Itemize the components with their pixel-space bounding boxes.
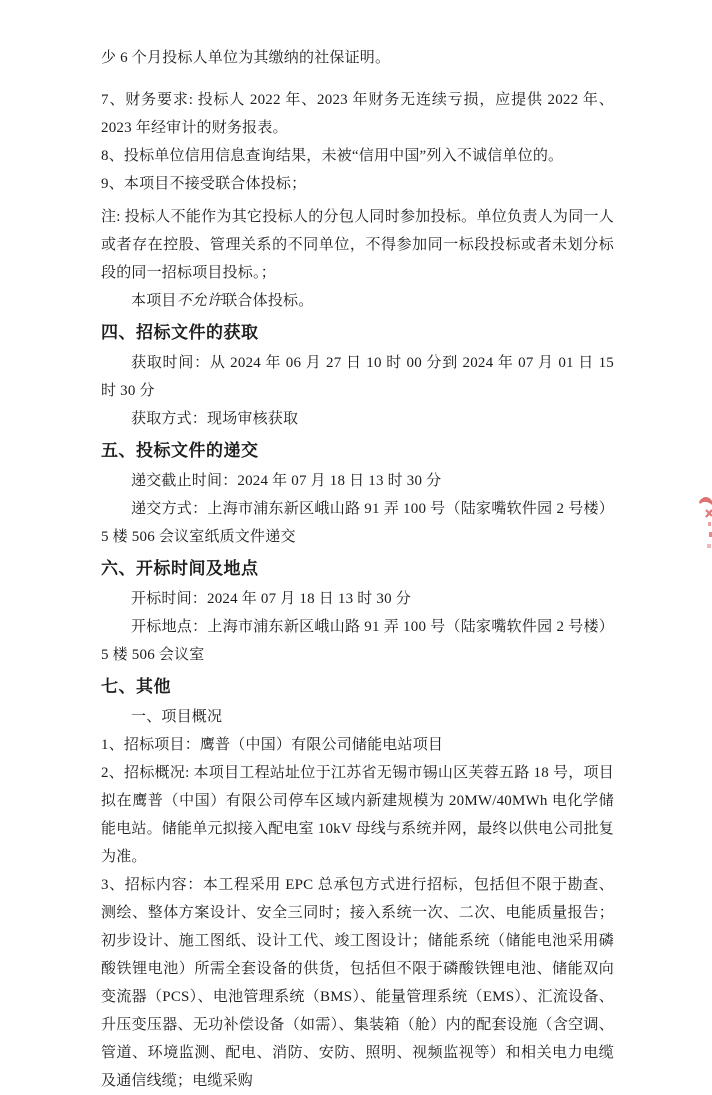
no-joint-prefix: 本项目 <box>131 293 177 309</box>
section4-heading: 四、招标文件的获取 <box>101 323 259 342</box>
paragraph-social-insurance-continuation: 少 6 个月投标人单位为其缴纳的社保证明。 <box>101 50 391 66</box>
section7-item2: 2、招标概况: 本项目工程站址位于江苏省无锡市锡山区芙蓉五路 18 号，项目拟在鹰普（中国）有限公司停车区域内新建规模为 20MW/40MWh 电化学储能电站。储能单元拟接入配电室 10kV 母线与系统并网，最终以供电公司批复为准。 <box>101 765 614 865</box>
paragraph-note: 注: 投标人不能作为其它投标人的分包人同时参加投标。单位负责人为同一人或者存在控股、管理关系的不同单位，不得参加同一标段投标或者未划分标段的同一招标项目投标。； <box>101 209 614 281</box>
paragraph-no-joint-emphasis <box>101 287 614 315</box>
section7-overview-title: 一、项目概况 <box>131 709 223 725</box>
section6-open-time: 开标时间：2024 年 07 月 18 日 13 时 30 分 <box>131 591 411 607</box>
red-seal-mark-icon <box>697 492 712 554</box>
no-joint-emphasis: 不允许 <box>176 293 223 309</box>
paragraph-no-joint-bid: 9、本项目不接受联合体投标； <box>101 176 307 192</box>
section5-method: 递交方式：上海市浦东新区峨山路 91 弄 100 号（陆家嘴软件园 2 号楼）5 楼 506 会议室纸质文件递交 <box>101 501 614 545</box>
section6-heading: 六、开标时间及地点 <box>101 559 259 578</box>
no-joint-suffix: 联合体投标。 <box>222 293 314 309</box>
section7-heading: 七、其他 <box>101 677 171 696</box>
document-body <box>101 44 614 1095</box>
section7-item1: 1、招标项目：鹰普（中国）有限公司储能电站项目 <box>101 737 444 753</box>
paragraph-credit-check: 8、投标单位信用信息查询结果，未被“信用中国”列入不诚信单位的。 <box>101 148 564 164</box>
section7-item3: 3、招标内容：本工程采用 EPC 总承包方式进行招标，包括但不限于勘查、测绘、整体方案设计、安全三同时；接入系统一次、二次、电能质量报告；初步设计、施工图纸、设计工代、竣工图设计；储能系统（储能电池采用磷酸铁锂电池）所需全套设备的供货，包括但不限于磷酸铁锂电池、储能双向变流器（PCS）、电池管理系统（BMS）、能量管理系统（EMS）、汇流设备、升压变压器、无功补偿设备（如需）、集装箱（舱）内的配套设施（含空调、管道、环境监测、配电、消防、安防、照明、视频监视等）和相关电力电缆及通信线缆；电缆采购 <box>101 877 614 1089</box>
section6-open-place: 开标地点：上海市浦东新区峨山路 91 弄 100 号（陆家嘴软件园 2 号楼）5 楼 506 会议室 <box>101 619 614 663</box>
paragraph-finance-requirement: 7、财务要求: 投标人 2022 年、2023 年财务无连续亏损，应提供 2022 年、2023 年经审计的财务报表。 <box>101 92 614 136</box>
section5-heading: 五、投标文件的递交 <box>101 441 259 460</box>
section5-deadline: 递交截止时间：2024 年 07 月 18 日 13 时 30 分 <box>131 473 442 489</box>
section4-acquire-method: 获取方式：现场审核获取 <box>131 411 299 427</box>
section4-acquire-time: 获取时间：从 2024 年 06 月 27 日 10 时 00 分到 2024 年 07 月 01 日 15 时 30 分 <box>101 355 614 399</box>
